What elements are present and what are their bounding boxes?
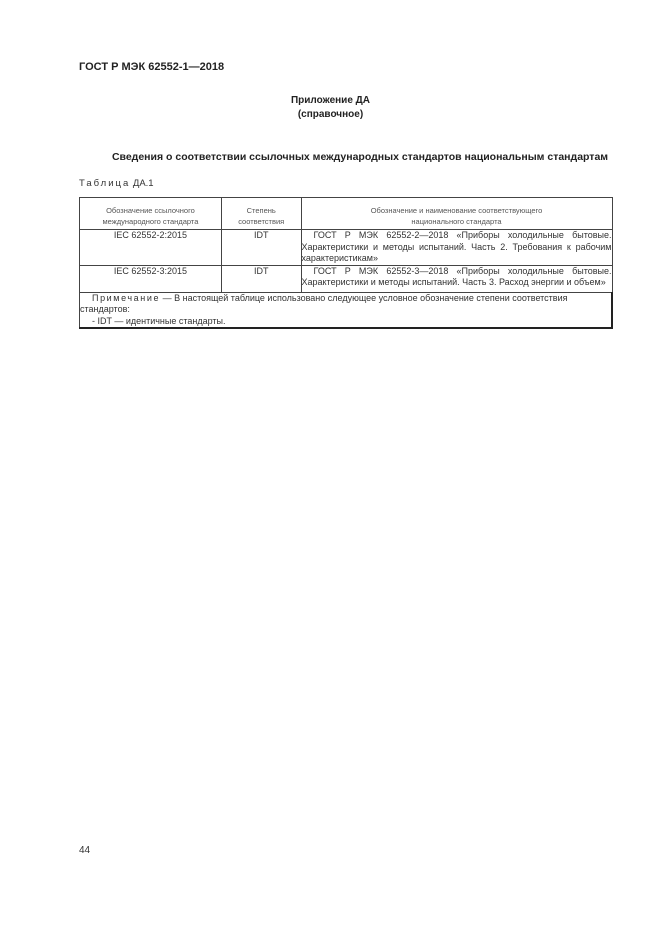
row-degree: IDT <box>221 230 301 266</box>
table-row <box>80 265 613 292</box>
table-header-row <box>80 198 613 230</box>
header-national-standard: Обозначение и наименование соответствующего национального стандарта <box>301 198 612 230</box>
annex-heading <box>0 94 661 122</box>
table-label <box>79 178 154 189</box>
row-description: ГОСТ Р МЭК 62552-2—2018 «Приборы холодильные бытовые. Характеристики и методы испытаний. Часть 2. Требования к рабочим характеристикам» <box>301 230 612 263</box>
row-code: IEC 62552-2:2015 <box>80 230 222 266</box>
section-title: Сведения о соответствии ссылочных международных стандартов национальным стандартам <box>111 151 609 163</box>
row-degree: IDT <box>221 265 301 292</box>
document-code: ГОСТ Р МЭК 62552-1—2018 <box>79 61 225 73</box>
annex-title: Приложение ДА <box>290 95 371 106</box>
table-note-row <box>80 292 613 328</box>
header-degree: Степень соответствия <box>221 198 301 230</box>
table-label-prefix: Таблица <box>79 178 131 189</box>
correspondence-table <box>79 197 613 329</box>
note-text: — В настоящей таблице использовано следующее условное обозначение степени соответствия стандартов: <box>80 292 568 314</box>
table-row <box>80 230 613 266</box>
row-description: ГОСТ Р МЭК 62552-3—2018 «Приборы холодильные бытовые. Характеристики и методы испытаний. Часть 3. Расход энергии и объем» <box>301 265 612 292</box>
row-code: IEC 62552-3:2015 <box>80 265 222 292</box>
annex-subtitle: (справочное) <box>297 109 364 120</box>
header-reference-standard: Обозначение ссылочного международного стандарта <box>80 198 222 230</box>
table-note <box>80 292 613 328</box>
table-label-number: ДА.1 <box>132 178 154 189</box>
note-label: Примечание <box>92 292 161 303</box>
note-item: - IDT — идентичные стандарты. <box>92 315 226 326</box>
page-number: 44 <box>79 845 91 856</box>
